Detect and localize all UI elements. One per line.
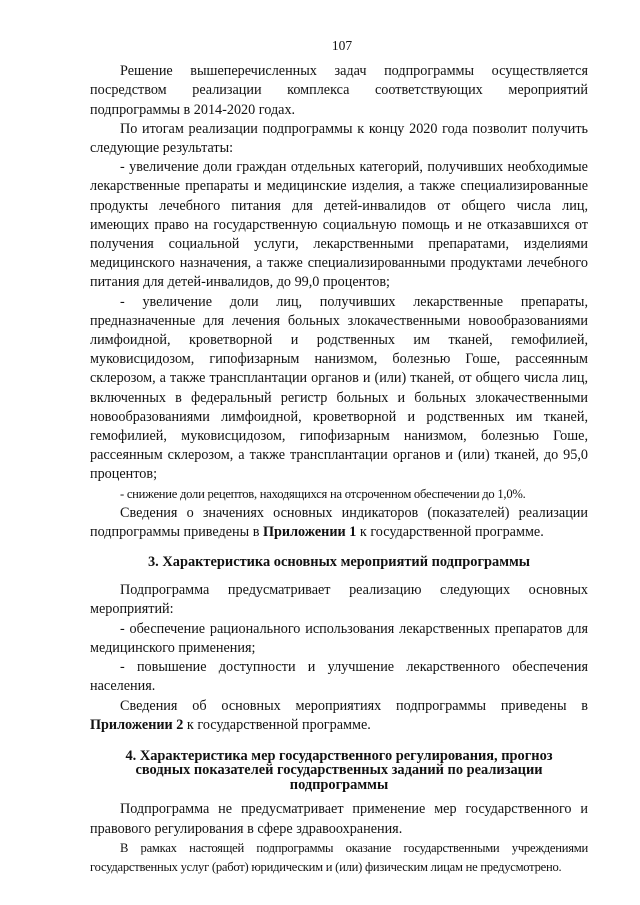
appendix-1-ref: Приложении 1 [262,524,357,541]
indicators-text-after: к государственной программе. [356,524,544,541]
indicators-text-before: Сведения о значениях основных индикаторов (показателей) реализации подпрограммы приведены в [90,504,588,541]
result-item-citizens: - увеличение доли граждан отдельных категорий, получивших необходимые лекарственные препараты и медицинские изделия, а также специализированные продукты лечебного питания для детей-инвалидов от общего числа лиц, имеющих право на государственную социальную помощь и не отказавшихся от получения социальной услуги, лекарственными препаратами, изделиями медицинского назначения, а также специализированными продуктами лечебного питания для детей-инвалидов, до 99,0 процентов; [90,159,588,291]
section-3-ref-before: Сведения об основных мероприятиях подпрограммы приведены в [120,697,588,714]
section-3-appendix-ref [90,697,588,735]
section-3-heading: 3. Характеристика основных мероприятий подпрограммы [147,554,531,571]
result-item-prescriptions: - снижение доли рецептов, находящихся на отсроченном обеспечении до 1,0%. [120,486,526,501]
paragraph-solution: Решение вышеперечисленных задач подпрограммы осуществляется посредством реализации комплекса соответствующих мероприятий подпрограммы в 2014-2020 годах. [90,63,588,118]
section-4-paragraph-services: В рамках настоящей подпрограммы оказание государственными учреждениями государственных услуг (работ) юридическим и (или) физическим лицам не предусмотрено. [90,840,588,875]
result-item-persons: - увеличение доли лиц, получивших лекарственные препараты, предназначенные для лечения больных злокачественными новообразованиями лимфоидной, кроветворной и родственных им тканей, гемофилией, муковисцидозом, гипофизарным нанизмом, болезнью Гоше, рассеянным склерозом, а также трансплантации органов и (или) тканей, от общего числа лиц, включенных в федеральный регистр больных и больных злокачественными новообразованиями лимфоидной, кроветворной и родственных им тканей, гемофилией, муковисцидозом, гипофизарным нанизмом, болезнью Гоше, рассеянным склерозом, а также трансплантации органов и (или) тканей, до 95,0 процентов; [90,293,588,483]
appendix-2-ref: Приложении 2 [90,716,184,733]
section-3-intro: Подпрограмма предусматривает реализацию следующих основных мероприятий: [90,582,588,618]
page-number: 107 [331,38,353,53]
section-4-heading [90,749,588,793]
section-3-ref-after: к государственной программе. [183,716,371,733]
section-4-paragraph-regulation: Подпрограмма не предусматривает применение мер государственного и правового регулирования в сфере здравоохранения. [90,801,588,837]
section-4-heading-line-3: подпрограммы [289,776,389,793]
document-page [90,36,588,877]
paragraph-indicators [90,504,588,542]
section-4-heading-line-1: 4. Характеристика мер государственного регулирования, прогноз [125,747,553,764]
section-3-item-rational-use: - обеспечение рационального использования лекарственных препаратов для медицинского применения; [90,620,588,656]
paragraph-results-intro: По итогам реализации подпрограммы к концу 2020 года позволит получить следующие результаты: [90,120,588,157]
section-4-heading-line-2: сводных показателей государственных заданий по реализации [135,762,543,779]
section-3-item-accessibility: - повышение доступности и улучшение лекарственного обеспечения населения. [90,659,588,695]
